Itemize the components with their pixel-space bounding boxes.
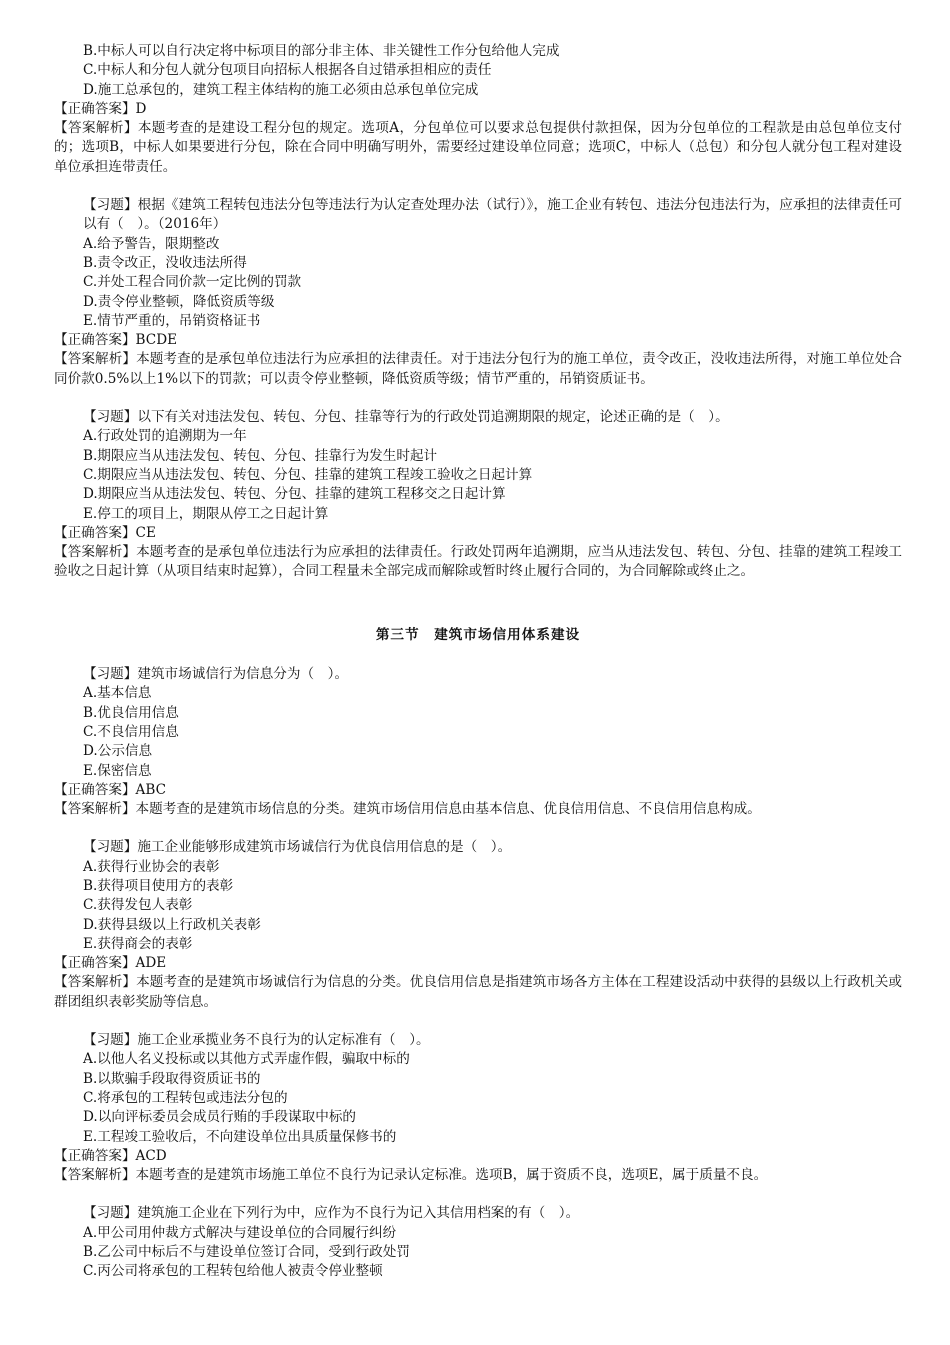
correct-answer: 【正确答案】CE xyxy=(54,524,156,541)
option-a: A.以他人名义投标或以其他方式弄虚作假，骗取中标的 xyxy=(83,1051,410,1068)
answer-analysis: 【答案解析】本题考查的是承包单位违法行为应承担的法律责任。对于违法分包行为的施工单位，责令改正，没收违法所得，对施工单位处合同价款0.5%以上1%以下的罚款；可以责令停业整顿，降低资质等级；情节严重的，吊销资质证书。 xyxy=(54,351,902,387)
question-stem: 【习题】施工企业能够形成建筑市场诚信行为优良信用信息的是（ ）。 xyxy=(83,839,512,856)
option-e: E.获得商会的表彰 xyxy=(83,935,193,952)
option-b: B.优良信用信息 xyxy=(83,704,179,721)
answer-analysis: 【答案解析】本题考查的是建筑市场施工单位不良行为记录认定标准。选项B，属于资质不良，选项E，属于质量不良。 xyxy=(54,1167,768,1184)
option-d: D.责令停业整顿，降低资质等级 xyxy=(83,293,275,310)
question-5 xyxy=(54,1031,902,1185)
section-title: 第三节 建筑市场信用体系建设 xyxy=(375,626,581,643)
correct-answer: 【正确答案】ACD xyxy=(54,1147,167,1164)
question-stem: 【习题】建筑市场诚信行为信息分为（ ）。 xyxy=(83,666,349,683)
question-6 xyxy=(54,1204,902,1281)
answer-analysis: 【答案解析】本题考查的是建筑市场信息的分类。建筑市场信用信息由基本信息、优良信用信息、不良信用信息构成。 xyxy=(54,801,761,818)
option-a: A.甲公司用仲裁方式解决与建设单位的合同履行纠纷 xyxy=(83,1224,397,1241)
option-a: A.基本信息 xyxy=(83,685,152,702)
question-stem: 【习题】施工企业承揽业务不良行为的认定标准有（ ）。 xyxy=(83,1032,430,1049)
option-b: B.乙公司中标后不与建设单位签订合同，受到行政处罚 xyxy=(83,1244,410,1261)
answer-analysis: 【答案解析】本题考查的是建筑市场诚信行为信息的分类。优良信用信息是指建筑市场各方主体在工程建设活动中获得的县级以上行政机关或群团组织表彰奖励等信息。 xyxy=(54,974,902,1010)
option-b: B.获得项目使用方的表彰 xyxy=(83,877,234,894)
option-d: D.获得县级以上行政机关表彰 xyxy=(83,916,261,933)
option-d: D.以向评标委员会成员行贿的手段谋取中标的 xyxy=(83,1109,357,1126)
correct-answer: 【正确答案】ADE xyxy=(54,955,167,972)
option-d: D.施工总承包的，建筑工程主体结构的施工必须由总承包单位完成 xyxy=(83,81,479,98)
option-d: D.公示信息 xyxy=(83,743,153,760)
document-page xyxy=(54,0,902,1282)
option-c: C.不良信用信息 xyxy=(83,723,179,740)
option-e: E.保密信息 xyxy=(83,762,152,779)
option-b: B.中标人可以自行决定将中标项目的部分非主体、非关键性工作分包给他人完成 xyxy=(83,43,560,59)
option-c: C.并处工程合同价款一定比例的罚款 xyxy=(83,274,302,291)
option-c: C.丙公司将承包的工程转包给他人被责令停业整顿 xyxy=(83,1263,383,1280)
correct-answer: 【正确答案】BCDE xyxy=(54,332,178,349)
question-1 xyxy=(54,196,902,389)
option-a: A.给予警告，限期整改 xyxy=(83,235,220,252)
option-b: B.责令改正，没收违法所得 xyxy=(83,254,247,271)
option-a: A.获得行业协会的表彰 xyxy=(83,858,220,875)
answer-analysis: 【答案解析】本题考查的是建设工程分包的规定。选项A，分包单位可以要求总包提供付款担保，因为分包单位的工程款是由总包单位支付的；选项B，中标人如果要进行分包，除在合同中明确写明外，需要经过建设单位同意；选项C，中标人（总包）和分包人就分包工程对建设单位承担连带责任。 xyxy=(54,120,902,175)
correct-answer: 【正确答案】ABC xyxy=(54,781,167,798)
question-stem: 【习题】根据《建筑工程转包违法分包等违法行为认定查处理办法（试行）》，施工企业有转包、违法分包违法行为，应承担的法律责任可以有（ ）。（2016年） xyxy=(83,197,902,233)
question-4 xyxy=(54,838,902,1012)
answer-analysis: 【答案解析】本题考查的是承包单位违法行为应承担的法律责任。行政处罚两年追溯期，应当从违法发包、转包、分包、挂靠的建筑工程竣工验收之日起计算（从项目结束时起算），合同工程量未全部完成而解除或暂时终止履行合同的，为合同解除或终止之。 xyxy=(54,544,902,580)
option-e: E.情节严重的，吊销资格证书 xyxy=(83,312,261,329)
option-b: B.以欺骗手段取得资质证书的 xyxy=(83,1070,261,1087)
option-e: E.工程竣工验收后，不向建设单位出具质量保修书的 xyxy=(83,1128,397,1145)
question-top-continued xyxy=(54,0,902,177)
option-c: C.将承包的工程转包或违法分包的 xyxy=(83,1089,288,1106)
question-stem: 【习题】以下有关对违法发包、转包、分包、挂靠等行为的行政处罚追溯期限的规定，论述正确的是（ ）。 xyxy=(83,409,729,426)
option-d: D.期限应当从违法发包、转包、分包、挂靠的建筑工程移交之日起计算 xyxy=(83,486,506,503)
correct-answer: 【正确答案】D xyxy=(54,100,147,117)
option-a: A.行政处罚的追溯期为一年 xyxy=(83,428,247,445)
option-e: E.停工的项目上，期限从停工之日起计算 xyxy=(83,505,329,522)
question-2 xyxy=(54,408,902,582)
option-c: C.期限应当从违法发包、转包、分包、挂靠的建筑工程竣工验收之日起计算 xyxy=(83,466,533,483)
option-c: C.获得发包人表彰 xyxy=(83,897,193,914)
question-stem: 【习题】建筑施工企业在下列行为中，应作为不良行为记入其信用档案的有（ ）。 xyxy=(83,1205,580,1222)
option-c: C.中标人和分包人就分包项目向招标人根据各自过错承担相应的责任 xyxy=(83,62,492,79)
question-3 xyxy=(54,665,902,819)
option-b: B.期限应当从违法发包、转包、分包、挂靠行为发生时起计 xyxy=(83,447,438,464)
